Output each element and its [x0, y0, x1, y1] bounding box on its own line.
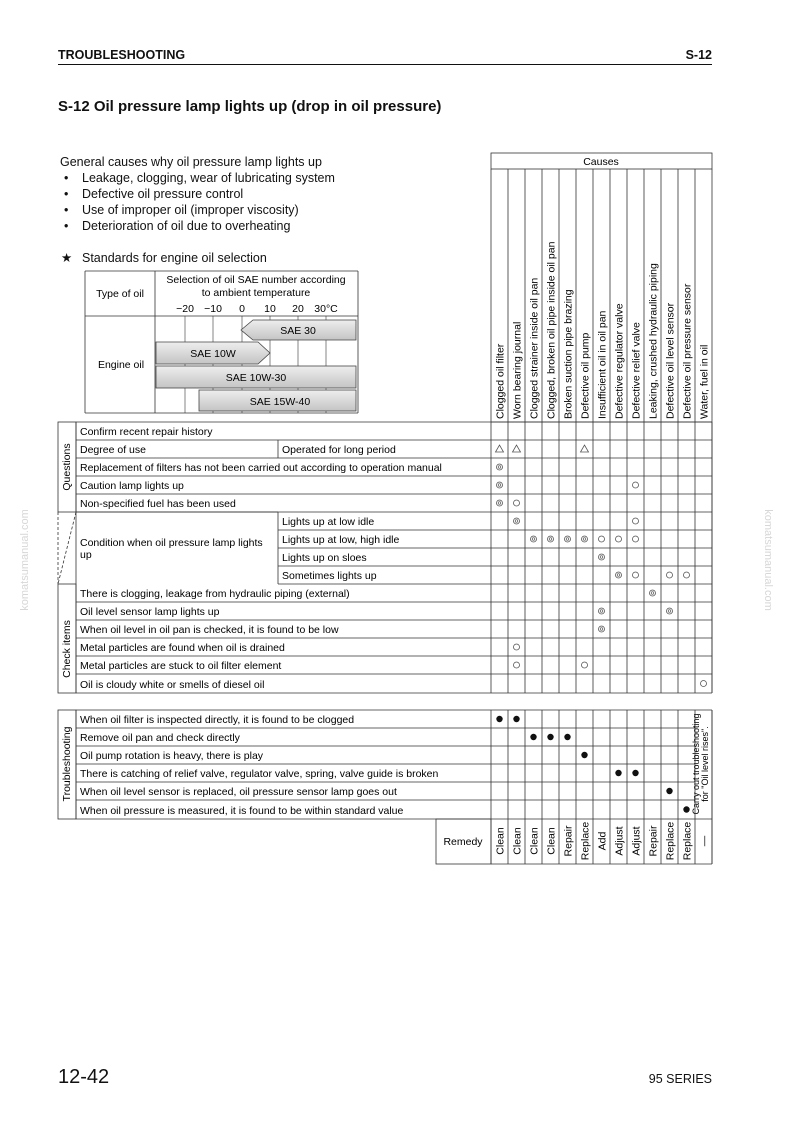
mark-confirmed	[683, 806, 689, 812]
mark-triangle	[496, 445, 504, 452]
check-item-subtext: Operated for long period	[282, 444, 396, 456]
check-items-label: Check items	[61, 620, 73, 678]
check-item-text: Oil level sensor lamp lights up	[80, 606, 220, 618]
cause-label: Water, fuel in oil	[698, 344, 711, 419]
condition-label-line1: Condition when oil pressure lamp lights	[80, 537, 263, 549]
mark-possible	[582, 662, 588, 668]
mark-likely-inner	[498, 484, 501, 487]
list-item: • Defective oil pressure control	[60, 186, 335, 202]
star-icon: ★	[61, 251, 73, 265]
mark-confirmed	[513, 716, 519, 722]
remedy-value: Clean	[494, 827, 507, 855]
mark-possible	[616, 536, 622, 542]
header-section: TROUBLESHOOTING	[58, 48, 186, 62]
mark-likely-inner	[600, 628, 603, 631]
cause-label: Worn bearing journal	[511, 321, 524, 419]
temp-tick: −10	[204, 303, 222, 315]
mark-possible	[633, 482, 639, 488]
troubleshooting-item-text: Oil pump rotation is heavy, there is play	[80, 750, 264, 762]
list-item: • Use of improper oil (improper viscosity)	[60, 202, 335, 218]
remedy-value: Add	[596, 831, 609, 851]
mark-likely	[497, 464, 503, 470]
mark-likely	[514, 518, 520, 524]
mark-likely-inner	[668, 610, 671, 613]
mark-confirmed	[581, 752, 587, 758]
mark-triangle	[513, 445, 521, 452]
remedy-value: Replace	[681, 821, 694, 861]
list-item: • Leakage, clogging, wear of lubricating system	[60, 170, 335, 186]
sae10w30-label: SAE 10W-30	[225, 372, 287, 384]
mark-likely	[531, 536, 537, 542]
mark-possible	[633, 518, 639, 524]
ts-note-line1: Carry out troubleshooting	[691, 713, 701, 815]
mark-confirmed	[564, 734, 570, 740]
check-item-text: Caution lamp lights up	[80, 480, 184, 492]
mark-likely-inner	[583, 538, 586, 541]
check-item-text: When oil level in oil pan is checked, it is found to be low	[80, 624, 339, 636]
temp-tick: 20	[292, 303, 304, 315]
mark-likely	[497, 482, 503, 488]
mark-likely-inner	[532, 538, 535, 541]
questions-label: Questions	[61, 443, 73, 491]
cause-label: Insufficient oil in oil pan	[596, 310, 609, 419]
mark-possible	[514, 662, 520, 668]
ts-note-line2: for "Oil level rises".	[700, 726, 710, 802]
mark-triangle	[581, 445, 589, 452]
mark-likely-inner	[498, 466, 501, 469]
remedy-value: Adjust	[613, 826, 626, 856]
mark-possible	[633, 536, 639, 542]
group-divider-diagonal	[58, 512, 76, 584]
check-item-text: There is clogging, leakage from hydraulic piping (external)	[80, 588, 350, 600]
header-code: S-12	[685, 48, 712, 62]
check-item-subtext: Lights up on sloes	[282, 552, 367, 564]
page-title: S-12 Oil pressure lamp lights up (drop in oil pressure)	[58, 98, 442, 115]
mark-likely	[599, 626, 605, 632]
mark-likely	[548, 536, 554, 542]
causes-header: Causes	[583, 156, 619, 168]
mark-likely	[565, 536, 571, 542]
troubleshooting-label: Troubleshooting	[61, 726, 73, 802]
remedy-value: Replace	[579, 821, 592, 861]
cause-label: Clogged oil filter	[494, 343, 507, 419]
mark-confirmed	[530, 734, 536, 740]
cause-label: Clogged, broken oil pipe inside oil pan	[545, 241, 558, 419]
remedy-value: Adjust	[630, 826, 643, 856]
check-item-text: Metal particles are stuck to oil filter element	[80, 660, 282, 672]
check-item-text: Oil is cloudy white or smells of diesel oil	[80, 679, 265, 691]
remedy-value: Clean	[511, 827, 524, 855]
sae30-label: SAE 30	[280, 325, 316, 337]
sae10w-label: SAE 10W	[190, 348, 236, 360]
remedy-value: —	[698, 835, 711, 847]
remedy-value: Repair	[647, 825, 660, 857]
check-item-subtext: Lights up at low idle	[282, 516, 375, 528]
cause-label: Defective relief valve	[630, 322, 643, 419]
mark-likely	[582, 536, 588, 542]
mark-confirmed	[547, 734, 553, 740]
mark-likely-inner	[498, 502, 501, 505]
condition-label-line2: up	[80, 549, 92, 561]
mark-likely-inner	[651, 592, 654, 595]
mark-possible	[514, 500, 520, 506]
mark-confirmed	[666, 788, 672, 794]
remedy-label: Remedy	[443, 836, 483, 848]
cause-label: Defective regulator valve	[613, 303, 626, 419]
mark-likely-inner	[549, 538, 552, 541]
mark-likely	[497, 500, 503, 506]
sae15w40-label: SAE 15W-40	[249, 396, 311, 408]
mark-possible	[701, 681, 707, 687]
watermark-left: komatsumanual.com	[19, 509, 31, 611]
check-item-text: Replacement of filters has not been carried out according to operation manual	[80, 462, 442, 474]
remedy-value: Replace	[664, 821, 677, 861]
troubleshooting-item-text: When oil level sensor is replaced, oil pressure sensor lamp goes out	[80, 786, 397, 798]
cause-label: Clogged strainer inside oil pan	[528, 277, 541, 419]
troubleshooting-item-text: Remove oil pan and check directly	[80, 732, 240, 744]
troubleshooting-item-text: There is catching of relief valve, regulator valve, spring, valve guide is broken	[80, 768, 439, 780]
temp-tick: 10	[264, 303, 276, 315]
mark-possible	[514, 644, 520, 650]
mark-likely	[599, 608, 605, 614]
mark-confirmed	[632, 770, 638, 776]
standards-title: Standards for engine oil selection	[82, 251, 267, 265]
mark-likely	[667, 608, 673, 614]
temp-tick: 30°C	[314, 303, 338, 315]
mark-likely-inner	[600, 556, 603, 559]
temp-tick: 0	[239, 303, 245, 315]
check-item-subtext: Lights up at low, high idle	[282, 534, 400, 546]
cause-label: Leaking, crushed hydraulic piping	[647, 263, 660, 419]
remedy-value: Clean	[528, 827, 541, 855]
selection-label-line2: to ambient temperature	[201, 287, 311, 299]
check-item-text: Degree of use	[80, 444, 146, 456]
mark-likely-inner	[617, 574, 620, 577]
cause-label: Defective oil level sensor	[664, 302, 677, 419]
check-item-text: Confirm recent repair history	[80, 426, 213, 438]
mark-possible	[684, 572, 690, 578]
remedy-value: Clean	[545, 827, 558, 855]
temp-tick: −20	[176, 303, 194, 315]
list-item: • Deterioration of oil due to overheating	[60, 218, 335, 234]
engine-oil-label: Engine oil	[97, 359, 145, 371]
condition-label	[80, 537, 266, 561]
mark-likely	[616, 572, 622, 578]
watermark-right: komatsumanual.com	[762, 509, 774, 611]
mark-likely-inner	[566, 538, 569, 541]
mark-likely-inner	[515, 520, 518, 523]
mark-possible	[667, 572, 673, 578]
mark-likely	[599, 554, 605, 560]
mark-likely-inner	[600, 610, 603, 613]
troubleshooting-item-text: When oil filter is inspected directly, it is found to be clogged	[80, 714, 355, 726]
mark-confirmed	[496, 716, 502, 722]
check-item-text: Metal particles are found when oil is drained	[80, 642, 285, 654]
cause-label: Broken suction pipe brazing	[562, 289, 575, 419]
oil-type-label: Type of oil	[96, 288, 144, 300]
check-item-text: Non-specified fuel has been used	[80, 498, 236, 510]
remedy-value: Repair	[562, 825, 575, 857]
page-number: 12-42	[58, 1066, 110, 1088]
general-causes-heading: General causes why oil pressure lamp lights up	[60, 155, 322, 169]
mark-confirmed	[615, 770, 621, 776]
selection-label-line1: Selection of oil SAE number according	[166, 274, 346, 286]
mark-possible	[633, 572, 639, 578]
mark-likely	[650, 590, 656, 596]
cause-label: Defective oil pump	[579, 332, 592, 419]
troubleshooting-item-text: When oil pressure is measured, it is found to be within standard value	[80, 805, 404, 817]
cause-label: Defective oil pressure sensor	[681, 283, 694, 419]
mark-possible	[599, 536, 605, 542]
series-label: 95 SERIES	[648, 1072, 712, 1086]
check-item-subtext: Sometimes lights up	[282, 570, 377, 582]
